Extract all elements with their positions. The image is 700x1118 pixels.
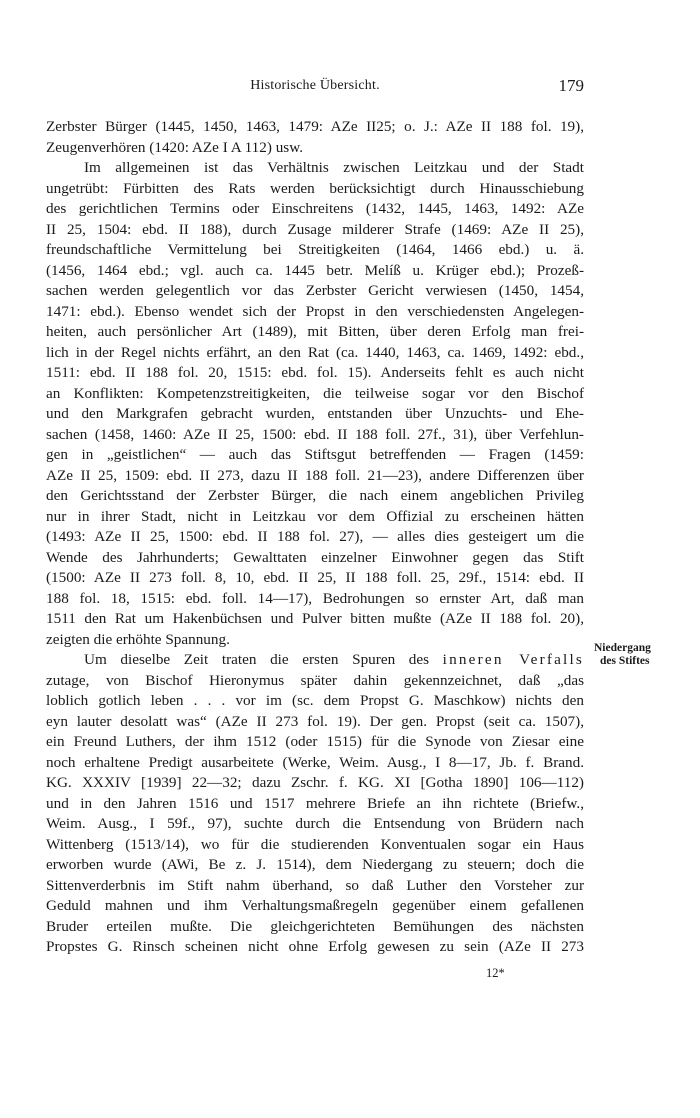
text-line: ein Freund Luthers, der ihm 1512 (oder 1515) für die Synode von Ziesar eine [46, 733, 584, 750]
text-line: (1500: AZe II 273 foll. 8, 10, ebd. II 25, II 188 foll. 25, 29f., 1514: ebd. II [46, 569, 584, 586]
text-line: Zerbster Bürger (1445, 1450, 1463, 1479: AZe II25; o. J.: AZe II 188 fol. 19), [46, 118, 584, 135]
page-number: 179 [558, 76, 584, 95]
text-line: lich in der Regel nichts erfährt, an den Rat (ca. 1440, 1463, ca. 1469, 1492: ebd., [46, 343, 584, 361]
text-line: erworben wurde (AWi, Be z. J. 1514), dem Niedergang zu steuern; doch die [46, 856, 584, 873]
emphasized-phrase: inneren Verfalls [442, 651, 584, 668]
text-line: Im allgemeinen ist das Verhältnis zwischen Leitzkau und der Stadt [84, 159, 584, 176]
text-line: noch erhaltene Predigt ausarbeitete (Werke, Weim. Ausg., I 8—17, Jb. f. Brand. [46, 753, 584, 771]
text-line: sachen werden gelegentlich vor das Zerbster Gericht verwiesen (1450, 1454, [46, 282, 584, 299]
text-line: sachen (1458, 1460: AZe II 25, 1500: ebd. II 188 foll. 27f., 31), über Verfehlun- [46, 425, 584, 443]
text-line: freundschaftliche Vermittelung bei Streitigkeiten (1464, 1466 ebd.) u. ä. [46, 241, 584, 258]
text-line: KG. XXXIV [1939] 22—32; dazu Zschr. f. KG. XI [Gotha 1890] 106—112) [46, 774, 584, 791]
text-line: Zeugenverhören (1420: AZe I A 112) usw. [46, 138, 303, 156]
margin-note-line: Niedergang [594, 642, 651, 654]
text-line: Weim. Ausg., I 59f., 97), suchte durch die Entsendung von Brüdern nach [46, 815, 584, 832]
text-line: Um dieselbe Zeit traten die ersten Spuren des inneren Verfalls [84, 651, 584, 668]
text-line: Bruder erteilen mußte. Die gleichgerichteten Bemühungen des nächsten [46, 917, 584, 935]
text-line: Wittenberg (1513/14), wo für die studierenden Konventualen sogar ein Haus [46, 835, 584, 853]
text-line: II 25, 1504: ebd. II 188), durch Zusage milderer Strafe (1469: AZe II 25), [46, 220, 584, 238]
text-line: Wende des Jahrhunderts; Gewalttaten einzelner Einwohner gegen das Stift [46, 548, 584, 566]
text-line: (1493: AZe II 25, 1500: ebd. II 188 fol. 27), — alles dies gesteigert um die [46, 528, 584, 545]
text-line: eyn lauter desolatt was“ (AZe II 273 fol. 19). Der gen. Propst (seit ca. 1507), [46, 712, 584, 730]
text-line: 1511: ebd. II 188 fol. 20, 1515: ebd. fol. 15). Anderseits fehlt es auch nicht [46, 364, 584, 381]
text-line: AZe II 25, 1509: ebd. II 273, dazu II 188 foll. 21—23), andere Differenzen über [46, 466, 584, 484]
text-line: nur in ihrer Stadt, nicht in Leitzkau vor dem Offizial zu erscheinen hätten [46, 507, 584, 525]
text-line: und den Markgrafen gebracht wurden, entstanden über Unzuchts- und Ehe- [46, 405, 584, 422]
text-line: heiten, auch persönlicher Art (1489), mit Bitten, über deren Erfolg man frei- [46, 323, 584, 340]
text-line: Propstes G. Rinsch scheinen nicht ohne Erfolg gewesen zu sein (AZe II 273 [46, 938, 584, 955]
text-line: und in den Jahren 1516 und 1517 mehrere Briefe an ihn richtete (Briefw., [46, 794, 584, 812]
text-line: des gerichtlichen Termins oder Einschreitens (1432, 1445, 1463, 1492: AZe [46, 200, 584, 217]
text-line: (1456, 1464 ebd.; vgl. auch ca. 1445 betr. Melíß u. Krüger ebd.); Prozeß- [46, 261, 584, 279]
text-line: den Gerichtsstand der Zerbster Bürger, die nach einem angeblichen Privileg [46, 487, 584, 504]
running-title: Historische Übersicht. [250, 78, 380, 93]
page-header [46, 78, 584, 100]
text-line: an Konflikten: Kompetenzstreitigkeiten, die teilweise sogar vor den Bischof [46, 384, 584, 402]
text-line: zutage, von Bischof Hieronymus später dahin gekennzeichnet, daß „das [46, 671, 584, 689]
text-line: 1511 den Rat um Hakenbüchsen und Pulver bitten mußte (AZe II 188 fol. 20), [46, 610, 584, 627]
text-line: gen in „geistlichen“ — auch das Stiftsgut betreffenden — Fragen (1459: [46, 446, 584, 463]
text-line: Sittenverderbnis im Stift nahm überhand, so daß Luther den Vorsteher zur [46, 876, 584, 894]
text-line: Geduld mahnen und ihm Verhaltungsmaßregeln gegenüber einem gefallenen [46, 897, 584, 914]
text-line: 188 fol. 18, 1515: ebd. foll. 14—17), Bedrohungen so ernster Art, daß man [46, 589, 584, 607]
margin-note [594, 642, 684, 668]
text-line: loblich gotlich leben . . . vor im (sc. dem Propst G. Maschkow) nichts den [46, 692, 584, 709]
text-line: 1471: ebd.). Ebenso wendet sich der Propst in den verschiedensten Angelegen- [46, 302, 584, 320]
signature-mark: 12* [486, 966, 505, 980]
text-line: zeigten die erhöhte Spannung. [46, 630, 230, 648]
margin-note-line: des Stiftes [600, 655, 650, 667]
text-line: ungetrübt: Fürbitten des Rats werden berücksichtigt durch Hinausschiebung [46, 179, 584, 197]
body-text [46, 117, 584, 958]
